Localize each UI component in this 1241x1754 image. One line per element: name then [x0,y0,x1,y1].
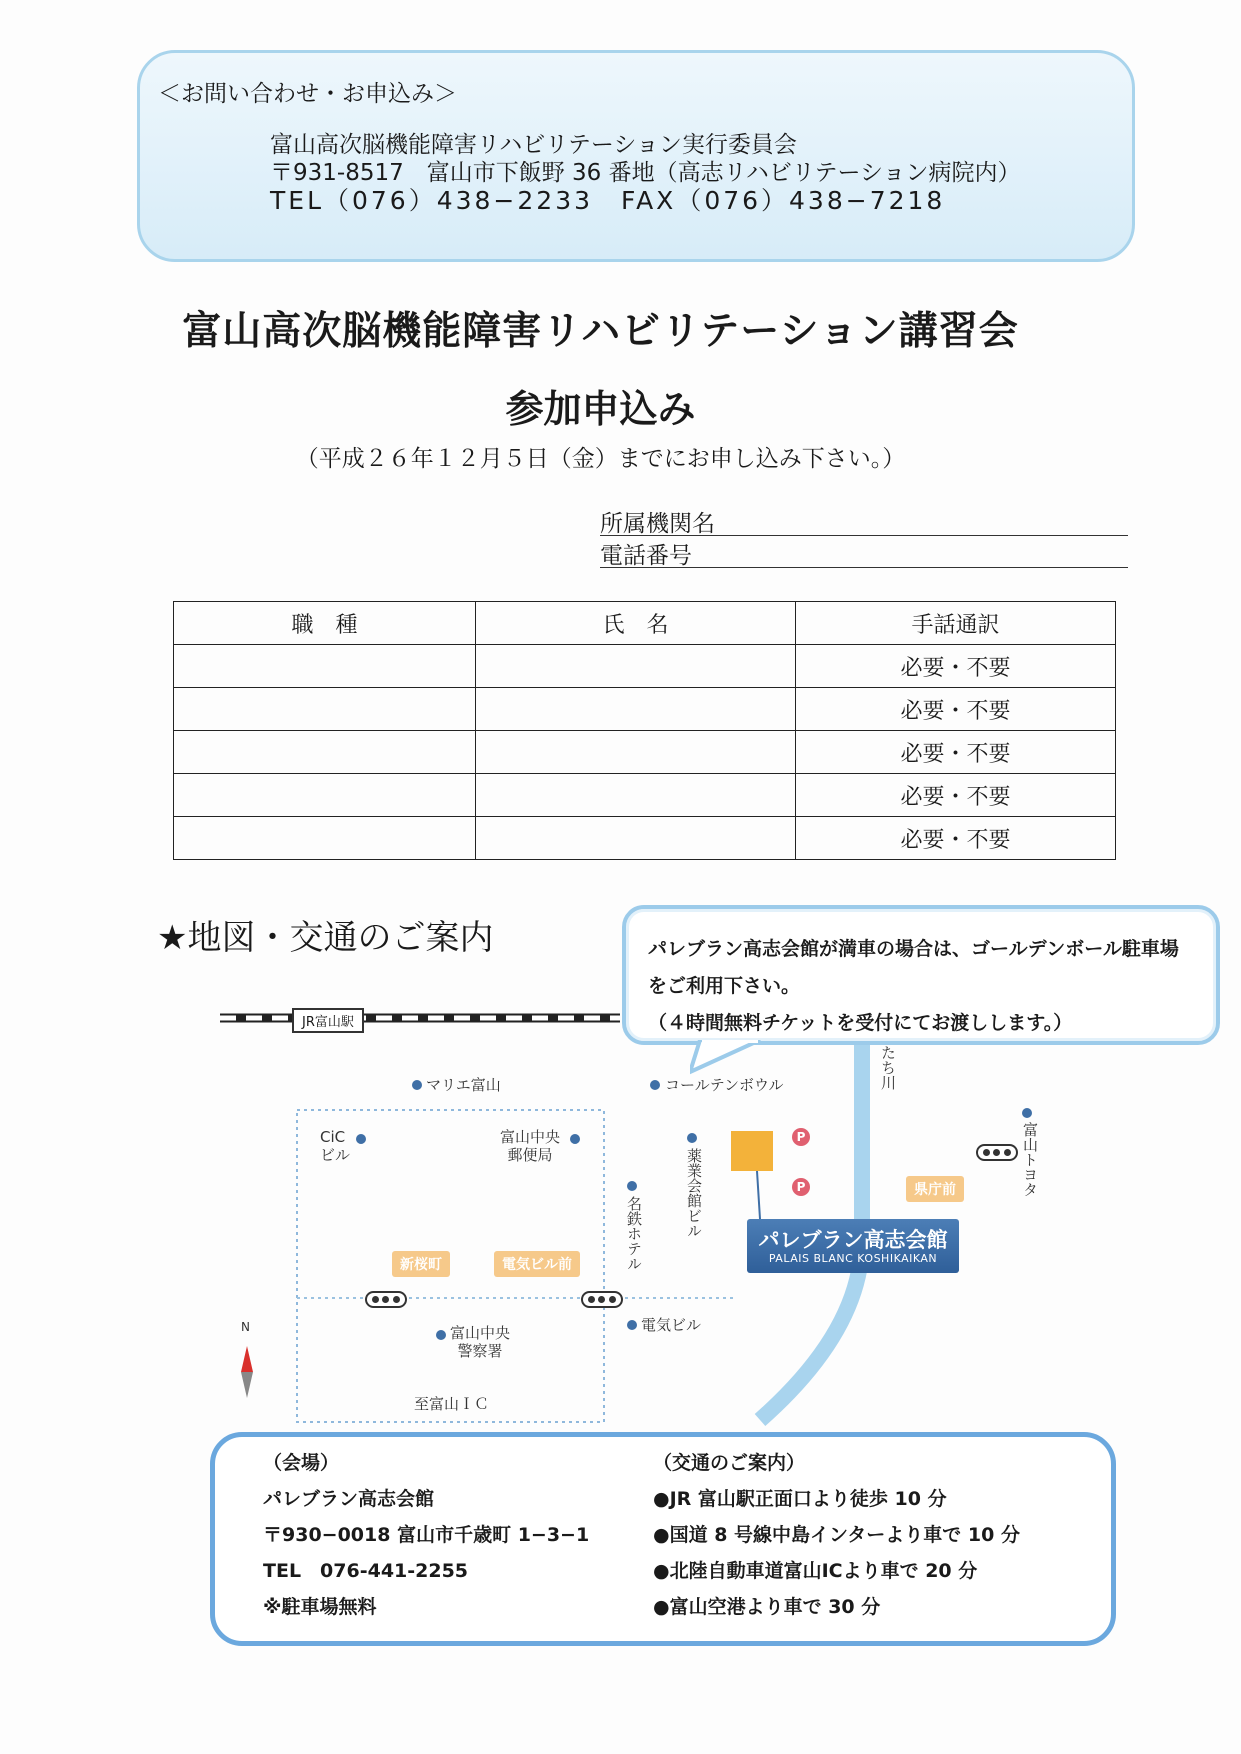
label-toyota: 富山トヨタ [1021,1122,1039,1197]
access-item: ●北陸自動車道富山ICより車で 20 分 [653,1560,978,1582]
sign-cell[interactable]: 必要・不要 [796,688,1116,731]
marker-dot [412,1080,422,1090]
label-yakugyo: 薬業会館ビル [685,1148,703,1238]
col-header-sign: 手話通訳 [796,602,1116,645]
parking-icon: P [792,1128,810,1146]
venue-name-jp: パレブラン高志会館 [758,1227,948,1252]
label-denki-building: 電気ビル [641,1316,702,1334]
sign-cell[interactable]: 必要・不要 [796,645,1116,688]
marker-dot [627,1320,637,1330]
label-to-ic: 至富山ＩＣ [414,1395,490,1413]
marker-dot [356,1134,366,1144]
callout-line: （４時間無料チケットを受付にてお渡しします。） [648,1012,1073,1034]
sign-cell[interactable]: 必要・不要 [796,817,1116,860]
label-golden-bowl: コールテンボウル [665,1076,784,1094]
map-heading: ★地図・交通のご案内 [157,918,494,958]
station-label: JR富山駅 [292,1008,364,1033]
label-river: たち川 [879,1045,897,1090]
sign-cell[interactable]: 必要・不要 [796,774,1116,817]
venue-name: パレブラン高志会館 [263,1488,435,1510]
venue-info-box [210,1432,1116,1646]
access-info-column [653,1445,1020,1625]
traffic-signal-icon [365,1291,407,1308]
callout-line: をご利用下さい。 [648,975,801,997]
contact-tel-fax: TEL（076）438−2233 FAX（076）438−7218 [270,186,946,215]
label-marie: マリエ富山 [426,1076,501,1094]
label-meitetsu: 名鉄ホテル [625,1196,643,1271]
access-heading: （交通のご案内） [653,1452,806,1474]
access-item: ●国道 8 号線中島インターより車で 10 分 [653,1524,1020,1546]
contact-heading: ＜お問い合わせ・お申込み＞ [158,81,457,107]
tram-stop-label: 県庁前 [906,1176,964,1202]
page-subtitle: 参加申込み [505,387,696,431]
traffic-signal-icon [976,1144,1018,1161]
deadline-note: （平成２６年１２月５日（金）までにお申し込み下さい。） [295,446,906,472]
parking-icon: P [792,1178,810,1196]
north-arrow-icon [241,1346,253,1398]
label-cic: CiC ビル [320,1128,351,1164]
label-police: 富山中央 警察署 [450,1324,511,1360]
phone-label: 電話番号 [600,543,692,569]
venue-pointer [757,1171,760,1219]
north-label: N [241,1320,250,1334]
sign-cell[interactable]: 必要・不要 [796,731,1116,774]
marker-dot [687,1133,697,1143]
callout-line: パレブラン高志会館が満車の場合は、ゴールデンボール駐車場 [648,938,1179,960]
traffic-signal-icon [581,1291,623,1308]
callout-text [648,931,1179,1042]
marker-dot [627,1181,637,1191]
contact-address: 〒931-8517 富山市下飯野 36 番地（高志リハビリテーション病院内） [270,160,1021,186]
venue-parking-note: ※駐車場無料 [263,1596,377,1618]
venue-label-box [747,1219,959,1273]
page-title: 富山高次脳機能障害リハビリテーション講習会 [182,309,1019,354]
venue-address: 〒930−0018 富山市千歳町 1−3−1 [263,1524,590,1546]
access-item: ●富山空港より車で 30 分 [653,1596,881,1618]
marker-dot [436,1330,446,1340]
marker-dot [650,1080,660,1090]
org-name-label: 所属機関名 [600,511,715,537]
marker-dot [570,1134,580,1144]
access-item: ●JR 富山駅正面口より徒歩 10 分 [653,1488,947,1510]
label-post-office: 富山中央 郵便局 [500,1128,561,1164]
col-header-name: 氏 名 [476,602,796,645]
contact-org: 富山高次脳機能障害リハビリテーション実行委員会 [270,132,797,158]
venue-info-column [263,1445,589,1625]
col-header-job: 職 種 [174,602,476,645]
marker-dot [1022,1108,1032,1118]
venue-name-en: PALAIS BLANC KOSHIKAIKAN [768,1252,938,1265]
venue-heading: （会場） [263,1452,340,1474]
venue-building [731,1131,773,1171]
tram-stop-label: 電気ビル前 [494,1251,580,1277]
tram-stop-label: 新桜町 [392,1251,450,1277]
parking-callout [622,905,1220,1045]
venue-tel: TEL 076-441-2255 [263,1560,469,1582]
